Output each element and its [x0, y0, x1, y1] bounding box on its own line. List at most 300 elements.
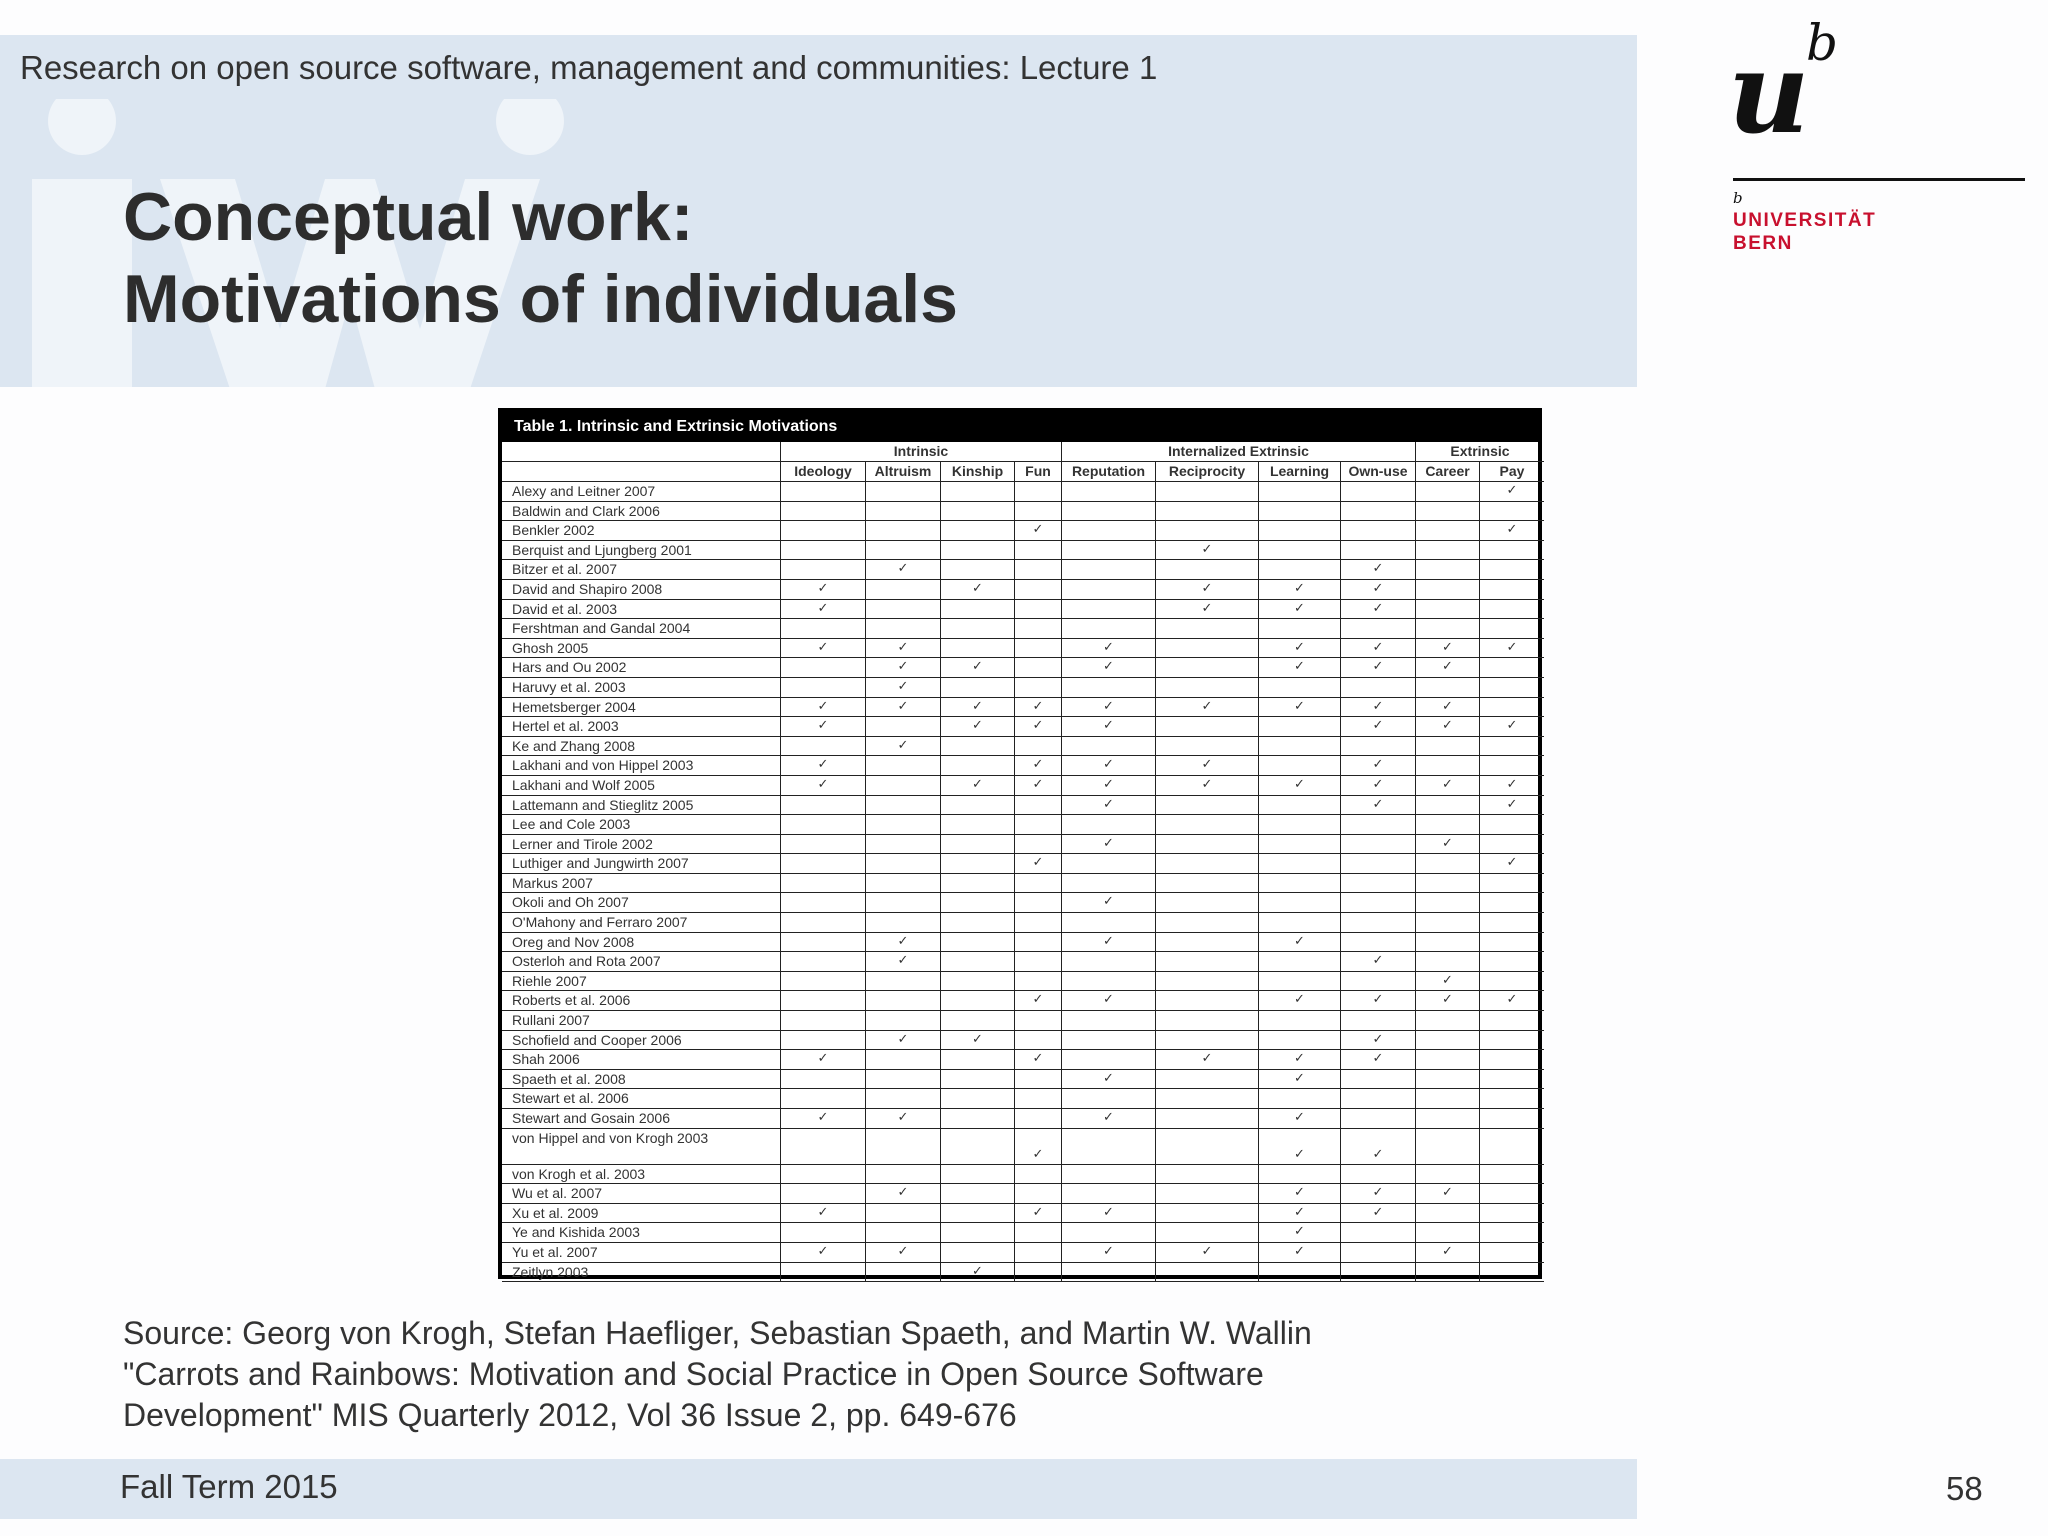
empty-cell	[941, 600, 1015, 620]
column-header: Reputation	[1062, 462, 1156, 482]
check-mark-icon: ✓	[1062, 776, 1156, 796]
empty-cell	[781, 893, 866, 913]
row-study-name: Lee and Cole 2003	[502, 815, 781, 835]
check-mark-icon: ✓	[1341, 580, 1416, 600]
empty-cell	[1259, 1165, 1341, 1185]
empty-cell	[1416, 1204, 1480, 1224]
check-mark-icon: ✓	[1015, 991, 1062, 1011]
empty-cell	[1480, 580, 1544, 600]
row-study-name: Schofield and Cooper 2006	[502, 1031, 781, 1051]
empty-cell	[1480, 815, 1544, 835]
empty-cell	[866, 717, 941, 737]
empty-cell	[1015, 1243, 1062, 1263]
check-mark-icon: ✓	[1062, 658, 1156, 678]
row-study-name: Baldwin and Clark 2006	[502, 502, 781, 522]
row-study-name: Lakhani and von Hippel 2003	[502, 756, 781, 776]
column-header: Reciprocity	[1156, 462, 1259, 482]
empty-cell	[941, 1089, 1015, 1109]
empty-cell	[781, 521, 866, 541]
empty-cell	[781, 796, 866, 816]
empty-cell	[781, 678, 866, 698]
column-header: Career	[1416, 462, 1480, 482]
check-mark-icon: ✓	[1416, 972, 1480, 992]
empty-cell	[1062, 1223, 1156, 1243]
empty-cell	[1259, 619, 1341, 639]
check-mark-icon: ✓	[1062, 933, 1156, 953]
empty-cell	[1156, 815, 1259, 835]
row-study-name: Oreg and Nov 2008	[502, 933, 781, 953]
check-mark-icon: ✓	[1480, 776, 1544, 796]
empty-cell	[866, 1263, 941, 1283]
row-study-name: Stewart et al. 2006	[502, 1089, 781, 1109]
empty-cell	[941, 619, 1015, 639]
check-mark-icon: ✓	[1416, 991, 1480, 1011]
check-mark-icon: ✓	[1259, 1070, 1341, 1090]
empty-cell	[1062, 619, 1156, 639]
empty-cell	[1480, 972, 1544, 992]
empty-cell	[1259, 737, 1341, 757]
empty-cell	[1156, 893, 1259, 913]
empty-cell	[1015, 1089, 1062, 1109]
empty-cell	[1480, 1011, 1544, 1031]
check-mark-icon: ✓	[941, 776, 1015, 796]
empty-cell	[1341, 913, 1416, 933]
check-mark-icon: ✓	[781, 639, 866, 659]
table-row	[502, 1031, 1538, 1051]
empty-cell	[1156, 619, 1259, 639]
check-mark-icon: ✓	[941, 658, 1015, 678]
empty-cell	[866, 1011, 941, 1031]
group-header-internalized-extrinsic: Internalized Extrinsic	[1062, 442, 1416, 462]
table-row	[502, 737, 1538, 757]
row-study-name: Markus 2007	[502, 874, 781, 894]
check-mark-icon: ✓	[1480, 482, 1544, 502]
check-mark-icon: ✓	[1259, 1109, 1341, 1129]
table-row	[502, 1184, 1538, 1204]
empty-cell	[1416, 737, 1480, 757]
check-mark-icon: ✓	[1156, 541, 1259, 561]
empty-cell	[1156, 560, 1259, 580]
empty-cell	[1015, 678, 1062, 698]
table-row	[502, 1070, 1538, 1090]
empty-cell	[866, 835, 941, 855]
empty-cell	[1259, 796, 1341, 816]
table-row	[502, 1129, 1538, 1165]
check-mark-icon: ✓	[1259, 776, 1341, 796]
empty-cell	[1259, 560, 1341, 580]
check-mark-icon: ✓	[866, 1109, 941, 1129]
table-row	[502, 521, 1538, 541]
row-study-name: Osterloh and Rota 2007	[502, 952, 781, 972]
empty-cell	[1015, 952, 1062, 972]
logo-b-mark: b	[1806, 14, 1839, 72]
empty-cell	[781, 1070, 866, 1090]
row-study-name: Bitzer et al. 2007	[502, 560, 781, 580]
row-study-name: Roberts et al. 2006	[502, 991, 781, 1011]
empty-cell	[941, 560, 1015, 580]
empty-cell	[1341, 835, 1416, 855]
empty-cell	[781, 1031, 866, 1051]
empty-cell	[866, 756, 941, 776]
empty-cell	[866, 600, 941, 620]
empty-cell	[1480, 600, 1544, 620]
empty-cell	[941, 521, 1015, 541]
empty-cell	[1156, 658, 1259, 678]
slide-title-line-1: Conceptual work:	[123, 179, 694, 255]
table-row	[502, 580, 1538, 600]
column-header-blank	[502, 462, 781, 482]
row-study-name: Berquist and Ljungberg 2001	[502, 541, 781, 561]
check-mark-icon: ✓	[1062, 893, 1156, 913]
check-mark-icon: ✓	[1156, 580, 1259, 600]
empty-cell	[1062, 600, 1156, 620]
empty-cell	[1341, 482, 1416, 502]
empty-cell	[941, 1109, 1015, 1129]
check-mark-icon: ✓	[1341, 1204, 1416, 1224]
check-mark-icon: ✓	[1015, 776, 1062, 796]
check-mark-icon: ✓	[781, 1243, 866, 1263]
empty-cell	[1259, 482, 1341, 502]
empty-cell	[1259, 756, 1341, 776]
empty-cell	[1062, 678, 1156, 698]
empty-cell	[1416, 1050, 1480, 1070]
row-study-name: Spaeth et al. 2008	[502, 1070, 781, 1090]
empty-cell	[1416, 815, 1480, 835]
empty-cell	[781, 737, 866, 757]
empty-cell	[1062, 1050, 1156, 1070]
empty-cell	[1341, 815, 1416, 835]
empty-cell	[1341, 521, 1416, 541]
check-mark-icon: ✓	[866, 933, 941, 953]
table-row	[502, 1011, 1538, 1031]
empty-cell	[1259, 1089, 1341, 1109]
check-mark-icon: ✓	[1341, 658, 1416, 678]
check-mark-icon: ✓	[1015, 1129, 1062, 1165]
check-mark-icon: ✓	[1062, 1204, 1156, 1224]
empty-cell	[1341, 1070, 1416, 1090]
empty-cell	[1480, 1129, 1544, 1165]
empty-cell	[1259, 835, 1341, 855]
slide-title	[123, 176, 958, 340]
logo-u-mark: u	[1728, 28, 1810, 159]
empty-cell	[1480, 1070, 1544, 1090]
empty-cell	[781, 1129, 866, 1165]
empty-cell	[1341, 893, 1416, 913]
empty-cell	[866, 1070, 941, 1090]
check-mark-icon: ✓	[1341, 1050, 1416, 1070]
check-mark-icon: ✓	[1341, 600, 1416, 620]
empty-cell	[1341, 854, 1416, 874]
table-row	[502, 482, 1538, 502]
empty-cell	[1015, 796, 1062, 816]
check-mark-icon: ✓	[1015, 717, 1062, 737]
empty-cell	[1341, 619, 1416, 639]
empty-cell	[941, 1011, 1015, 1031]
row-study-name: von Hippel and von Krogh 2003	[502, 1129, 781, 1165]
empty-cell	[1062, 854, 1156, 874]
row-study-name: David et al. 2003	[502, 600, 781, 620]
page-number: 58	[1946, 1470, 1983, 1507]
university-name-line-1: UNIVERSITÄT	[1733, 210, 1877, 231]
empty-cell	[1015, 893, 1062, 913]
column-header: Fun	[1015, 462, 1062, 482]
empty-cell	[1416, 1089, 1480, 1109]
empty-cell	[1156, 1089, 1259, 1109]
check-mark-icon: ✓	[1259, 1184, 1341, 1204]
check-mark-icon: ✓	[1341, 717, 1416, 737]
check-mark-icon: ✓	[941, 1031, 1015, 1051]
row-study-name: Luthiger and Jungwirth 2007	[502, 854, 781, 874]
empty-cell	[941, 854, 1015, 874]
empty-cell	[866, 541, 941, 561]
check-mark-icon: ✓	[1480, 639, 1544, 659]
empty-cell	[866, 580, 941, 600]
empty-cell	[1156, 1223, 1259, 1243]
check-mark-icon: ✓	[866, 1243, 941, 1263]
column-header: Own-use	[1341, 462, 1416, 482]
empty-cell	[781, 1263, 866, 1283]
empty-cell	[941, 502, 1015, 522]
empty-cell	[1062, 580, 1156, 600]
table-row	[502, 874, 1538, 894]
empty-cell	[941, 972, 1015, 992]
empty-cell	[1341, 541, 1416, 561]
check-mark-icon: ✓	[866, 952, 941, 972]
empty-cell	[1480, 933, 1544, 953]
empty-cell	[1480, 756, 1544, 776]
row-study-name: Lattemann and Stieglitz 2005	[502, 796, 781, 816]
check-mark-icon: ✓	[1259, 933, 1341, 953]
empty-cell	[1480, 1243, 1544, 1263]
check-mark-icon: ✓	[781, 1204, 866, 1224]
empty-cell	[1259, 678, 1341, 698]
check-mark-icon: ✓	[781, 698, 866, 718]
empty-cell	[866, 854, 941, 874]
check-mark-icon: ✓	[1416, 776, 1480, 796]
table-row	[502, 502, 1538, 522]
empty-cell	[866, 776, 941, 796]
table-row	[502, 698, 1538, 718]
check-mark-icon: ✓	[1062, 756, 1156, 776]
empty-cell	[1015, 1263, 1062, 1283]
source-line-2: "Carrots and Rainbows: Motivation and Social Practice in Open Source Software	[123, 1356, 1264, 1392]
row-study-name: Benkler 2002	[502, 521, 781, 541]
column-header: Kinship	[941, 462, 1015, 482]
empty-cell	[1015, 815, 1062, 835]
check-mark-icon: ✓	[866, 639, 941, 659]
empty-cell	[1480, 1204, 1544, 1224]
check-mark-icon: ✓	[1259, 600, 1341, 620]
group-header-blank	[502, 442, 781, 462]
empty-cell	[866, 1223, 941, 1243]
empty-cell	[1015, 541, 1062, 561]
check-mark-icon: ✓	[781, 580, 866, 600]
row-study-name: Fershtman and Gandal 2004	[502, 619, 781, 639]
empty-cell	[1062, 1129, 1156, 1165]
table-row	[502, 678, 1538, 698]
empty-cell	[781, 815, 866, 835]
check-mark-icon: ✓	[1259, 639, 1341, 659]
empty-cell	[866, 913, 941, 933]
empty-cell	[941, 991, 1015, 1011]
column-header: Altruism	[866, 462, 941, 482]
check-mark-icon: ✓	[1062, 1109, 1156, 1129]
empty-cell	[1480, 893, 1544, 913]
empty-cell	[1062, 1184, 1156, 1204]
empty-cell	[1480, 737, 1544, 757]
empty-cell	[941, 1165, 1015, 1185]
empty-cell	[866, 482, 941, 502]
empty-cell	[1062, 913, 1156, 933]
empty-cell	[1341, 678, 1416, 698]
empty-cell	[1341, 972, 1416, 992]
empty-cell	[781, 913, 866, 933]
motivations-table	[498, 408, 1542, 1279]
check-mark-icon: ✓	[1480, 854, 1544, 874]
empty-cell	[1259, 1011, 1341, 1031]
empty-cell	[1015, 737, 1062, 757]
empty-cell	[1015, 933, 1062, 953]
empty-cell	[1062, 952, 1156, 972]
table-caption: Table 1. Intrinsic and Extrinsic Motivations	[502, 412, 1538, 442]
empty-cell	[1062, 1011, 1156, 1031]
check-mark-icon: ✓	[1156, 1243, 1259, 1263]
table-row	[502, 1263, 1538, 1283]
empty-cell	[781, 502, 866, 522]
empty-cell	[1259, 1031, 1341, 1051]
table-row	[502, 972, 1538, 992]
empty-cell	[941, 874, 1015, 894]
empty-cell	[866, 502, 941, 522]
check-mark-icon: ✓	[1015, 1050, 1062, 1070]
check-mark-icon: ✓	[1341, 698, 1416, 718]
empty-cell	[866, 1165, 941, 1185]
empty-cell	[1480, 560, 1544, 580]
table-column-header	[502, 462, 1538, 482]
empty-cell	[1480, 698, 1544, 718]
table-row	[502, 815, 1538, 835]
check-mark-icon: ✓	[1062, 1243, 1156, 1263]
check-mark-icon: ✓	[866, 737, 941, 757]
check-mark-icon: ✓	[1416, 639, 1480, 659]
empty-cell	[1416, 1263, 1480, 1283]
empty-cell	[1416, 874, 1480, 894]
check-mark-icon: ✓	[1416, 698, 1480, 718]
check-mark-icon: ✓	[1062, 991, 1156, 1011]
row-study-name: Xu et al. 2009	[502, 1204, 781, 1224]
empty-cell	[1480, 1109, 1544, 1129]
empty-cell	[941, 482, 1015, 502]
check-mark-icon: ✓	[1062, 698, 1156, 718]
empty-cell	[1259, 874, 1341, 894]
empty-cell	[1015, 1184, 1062, 1204]
empty-cell	[1156, 521, 1259, 541]
empty-cell	[781, 1223, 866, 1243]
empty-cell	[1480, 1263, 1544, 1283]
table-row	[502, 1109, 1538, 1129]
row-study-name: David and Shapiro 2008	[502, 580, 781, 600]
empty-cell	[1015, 580, 1062, 600]
check-mark-icon: ✓	[1156, 756, 1259, 776]
empty-cell	[781, 952, 866, 972]
check-mark-icon: ✓	[1156, 698, 1259, 718]
row-study-name: von Krogh et al. 2003	[502, 1165, 781, 1185]
empty-cell	[941, 1223, 1015, 1243]
empty-cell	[1015, 1223, 1062, 1243]
check-mark-icon: ✓	[866, 1031, 941, 1051]
table-row	[502, 560, 1538, 580]
empty-cell	[1341, 874, 1416, 894]
empty-cell	[1062, 1165, 1156, 1185]
empty-cell	[1259, 521, 1341, 541]
empty-cell	[1480, 541, 1544, 561]
empty-cell	[1416, 756, 1480, 776]
logo-small-b: b	[1733, 189, 1743, 207]
row-study-name: Hars and Ou 2002	[502, 658, 781, 678]
empty-cell	[1062, 502, 1156, 522]
empty-cell	[1015, 639, 1062, 659]
row-study-name: Ghosh 2005	[502, 639, 781, 659]
empty-cell	[866, 1204, 941, 1224]
empty-cell	[1156, 972, 1259, 992]
table-row	[502, 619, 1538, 639]
empty-cell	[941, 756, 1015, 776]
table-row	[502, 658, 1538, 678]
empty-cell	[866, 521, 941, 541]
empty-cell	[1416, 933, 1480, 953]
empty-cell	[1480, 835, 1544, 855]
empty-cell	[1156, 1263, 1259, 1283]
empty-cell	[866, 619, 941, 639]
empty-cell	[866, 1089, 941, 1109]
empty-cell	[1341, 1263, 1416, 1283]
check-mark-icon: ✓	[866, 1184, 941, 1204]
empty-cell	[1015, 1031, 1062, 1051]
empty-cell	[1416, 1070, 1480, 1090]
check-mark-icon: ✓	[781, 1050, 866, 1070]
check-mark-icon: ✓	[781, 600, 866, 620]
source-citation	[123, 1313, 1312, 1436]
table-row	[502, 1204, 1538, 1224]
table-row	[502, 1050, 1538, 1070]
empty-cell	[1015, 874, 1062, 894]
empty-cell	[1480, 502, 1544, 522]
empty-cell	[941, 933, 1015, 953]
check-mark-icon: ✓	[1062, 717, 1156, 737]
empty-cell	[1480, 1165, 1544, 1185]
empty-cell	[1341, 737, 1416, 757]
empty-cell	[1062, 482, 1156, 502]
empty-cell	[866, 972, 941, 992]
empty-cell	[941, 1050, 1015, 1070]
check-mark-icon: ✓	[1341, 1184, 1416, 1204]
row-study-name: Hertel et al. 2003	[502, 717, 781, 737]
row-study-name: Wu et al. 2007	[502, 1184, 781, 1204]
check-mark-icon: ✓	[941, 580, 1015, 600]
check-mark-icon: ✓	[781, 776, 866, 796]
table-row	[502, 600, 1538, 620]
empty-cell	[1416, 560, 1480, 580]
check-mark-icon: ✓	[1341, 1031, 1416, 1051]
empty-cell	[941, 835, 1015, 855]
empty-cell	[866, 1050, 941, 1070]
empty-cell	[1480, 874, 1544, 894]
check-mark-icon: ✓	[1416, 1184, 1480, 1204]
empty-cell	[866, 991, 941, 1011]
row-study-name: Zeitlyn 2003	[502, 1263, 781, 1283]
table-row	[502, 835, 1538, 855]
table-row	[502, 756, 1538, 776]
